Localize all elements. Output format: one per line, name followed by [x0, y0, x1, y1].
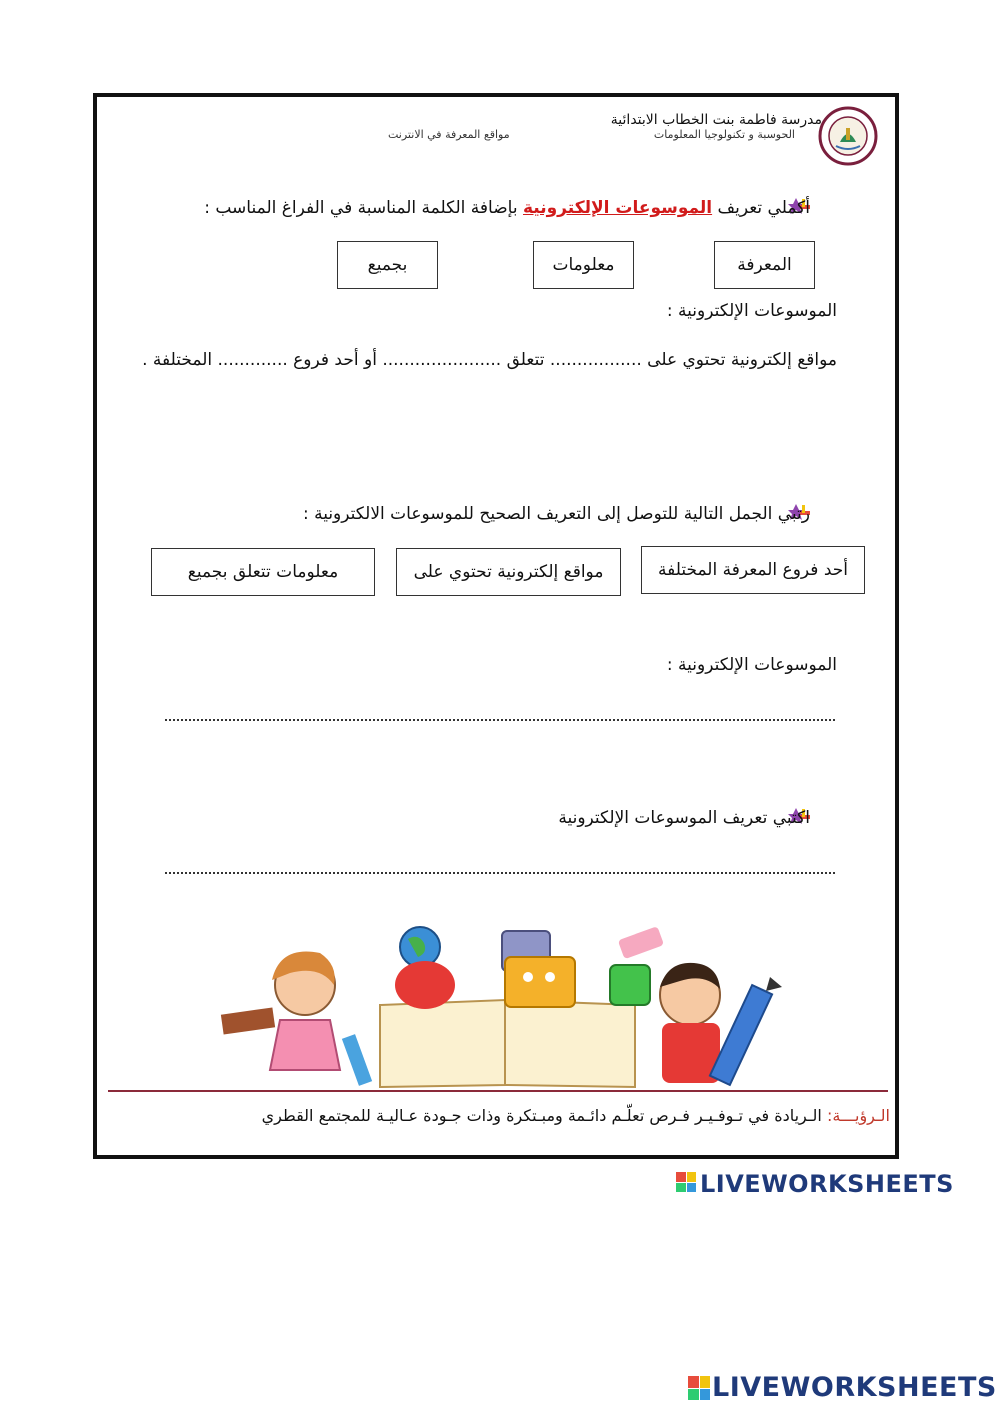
phrase-box-3[interactable]: معلومات تتعلق بجميع [151, 548, 375, 596]
brand-watermark-middle: LIVEWORKSHEETS [700, 1170, 954, 1198]
lesson-topic: مواقع المعرفة في الانترنت [388, 128, 510, 141]
vision-divider [108, 1090, 888, 1092]
school-name: مدرسة فاطمة بنت الخطاب الابتدائية [610, 112, 822, 128]
q3-answer-line[interactable] [165, 872, 835, 874]
q2-instruction: رتبي الجمل التالية للتوصل إلى التعريف الصحيح للموسوعات الالكترونية : [302, 504, 810, 524]
q2-term-label: الموسوعات الإلكترونية : [666, 655, 837, 675]
q1-sentence[interactable]: مواقع إلكترونية تحتوي على ................. تتعلق ...................... أو أحد فروع ............. المختلفة . [142, 350, 837, 370]
phrase-box-2[interactable]: مواقع إلكترونية تحتوي على [396, 548, 621, 596]
vision-text: الـريادة في تـوفـيـر فـرص تعلّـم دائـمة ومبـتكرة وذات جـودة عـاليـة للمجتمع القطري [261, 1106, 822, 1125]
liveworksheets-logo-icon [688, 1376, 710, 1400]
q1-term-label: الموسوعات الإلكترونية : [666, 301, 837, 321]
word-box-1[interactable]: المعرفة [714, 241, 815, 289]
subject-name: الحوسبة و تكنولوجيا المعلومات [653, 128, 795, 141]
q1-instruction-highlight: الموسوعات الإلكترونية [522, 198, 713, 218]
q1-instruction-prefix: أكملي تعريف [717, 198, 810, 218]
ministry-seal-icon [818, 106, 878, 166]
phrase-box-1[interactable]: أحد فروع المعرفة المختلفة [641, 546, 865, 594]
liveworksheets-logo-icon [676, 1172, 696, 1192]
brand-watermark-bottom: LIVEWORKSHEETS [712, 1372, 997, 1403]
word-box-2[interactable]: معلومات [533, 241, 634, 289]
q1-instruction-suffix: بإضافة الكلمة المناسبة في الفراغ المناسب : [204, 198, 518, 218]
q3-instruction: اكتبي تعريف الموسوعات الإلكترونية [558, 808, 810, 828]
vision-label: الـرؤيـــة: [826, 1106, 890, 1125]
word-box-3[interactable]: بجميع [337, 241, 438, 289]
vision-statement [262, 1106, 890, 1125]
q2-answer-line[interactable] [165, 719, 835, 721]
kids-books-illustration [210, 925, 800, 1090]
q1-instruction [204, 198, 810, 218]
